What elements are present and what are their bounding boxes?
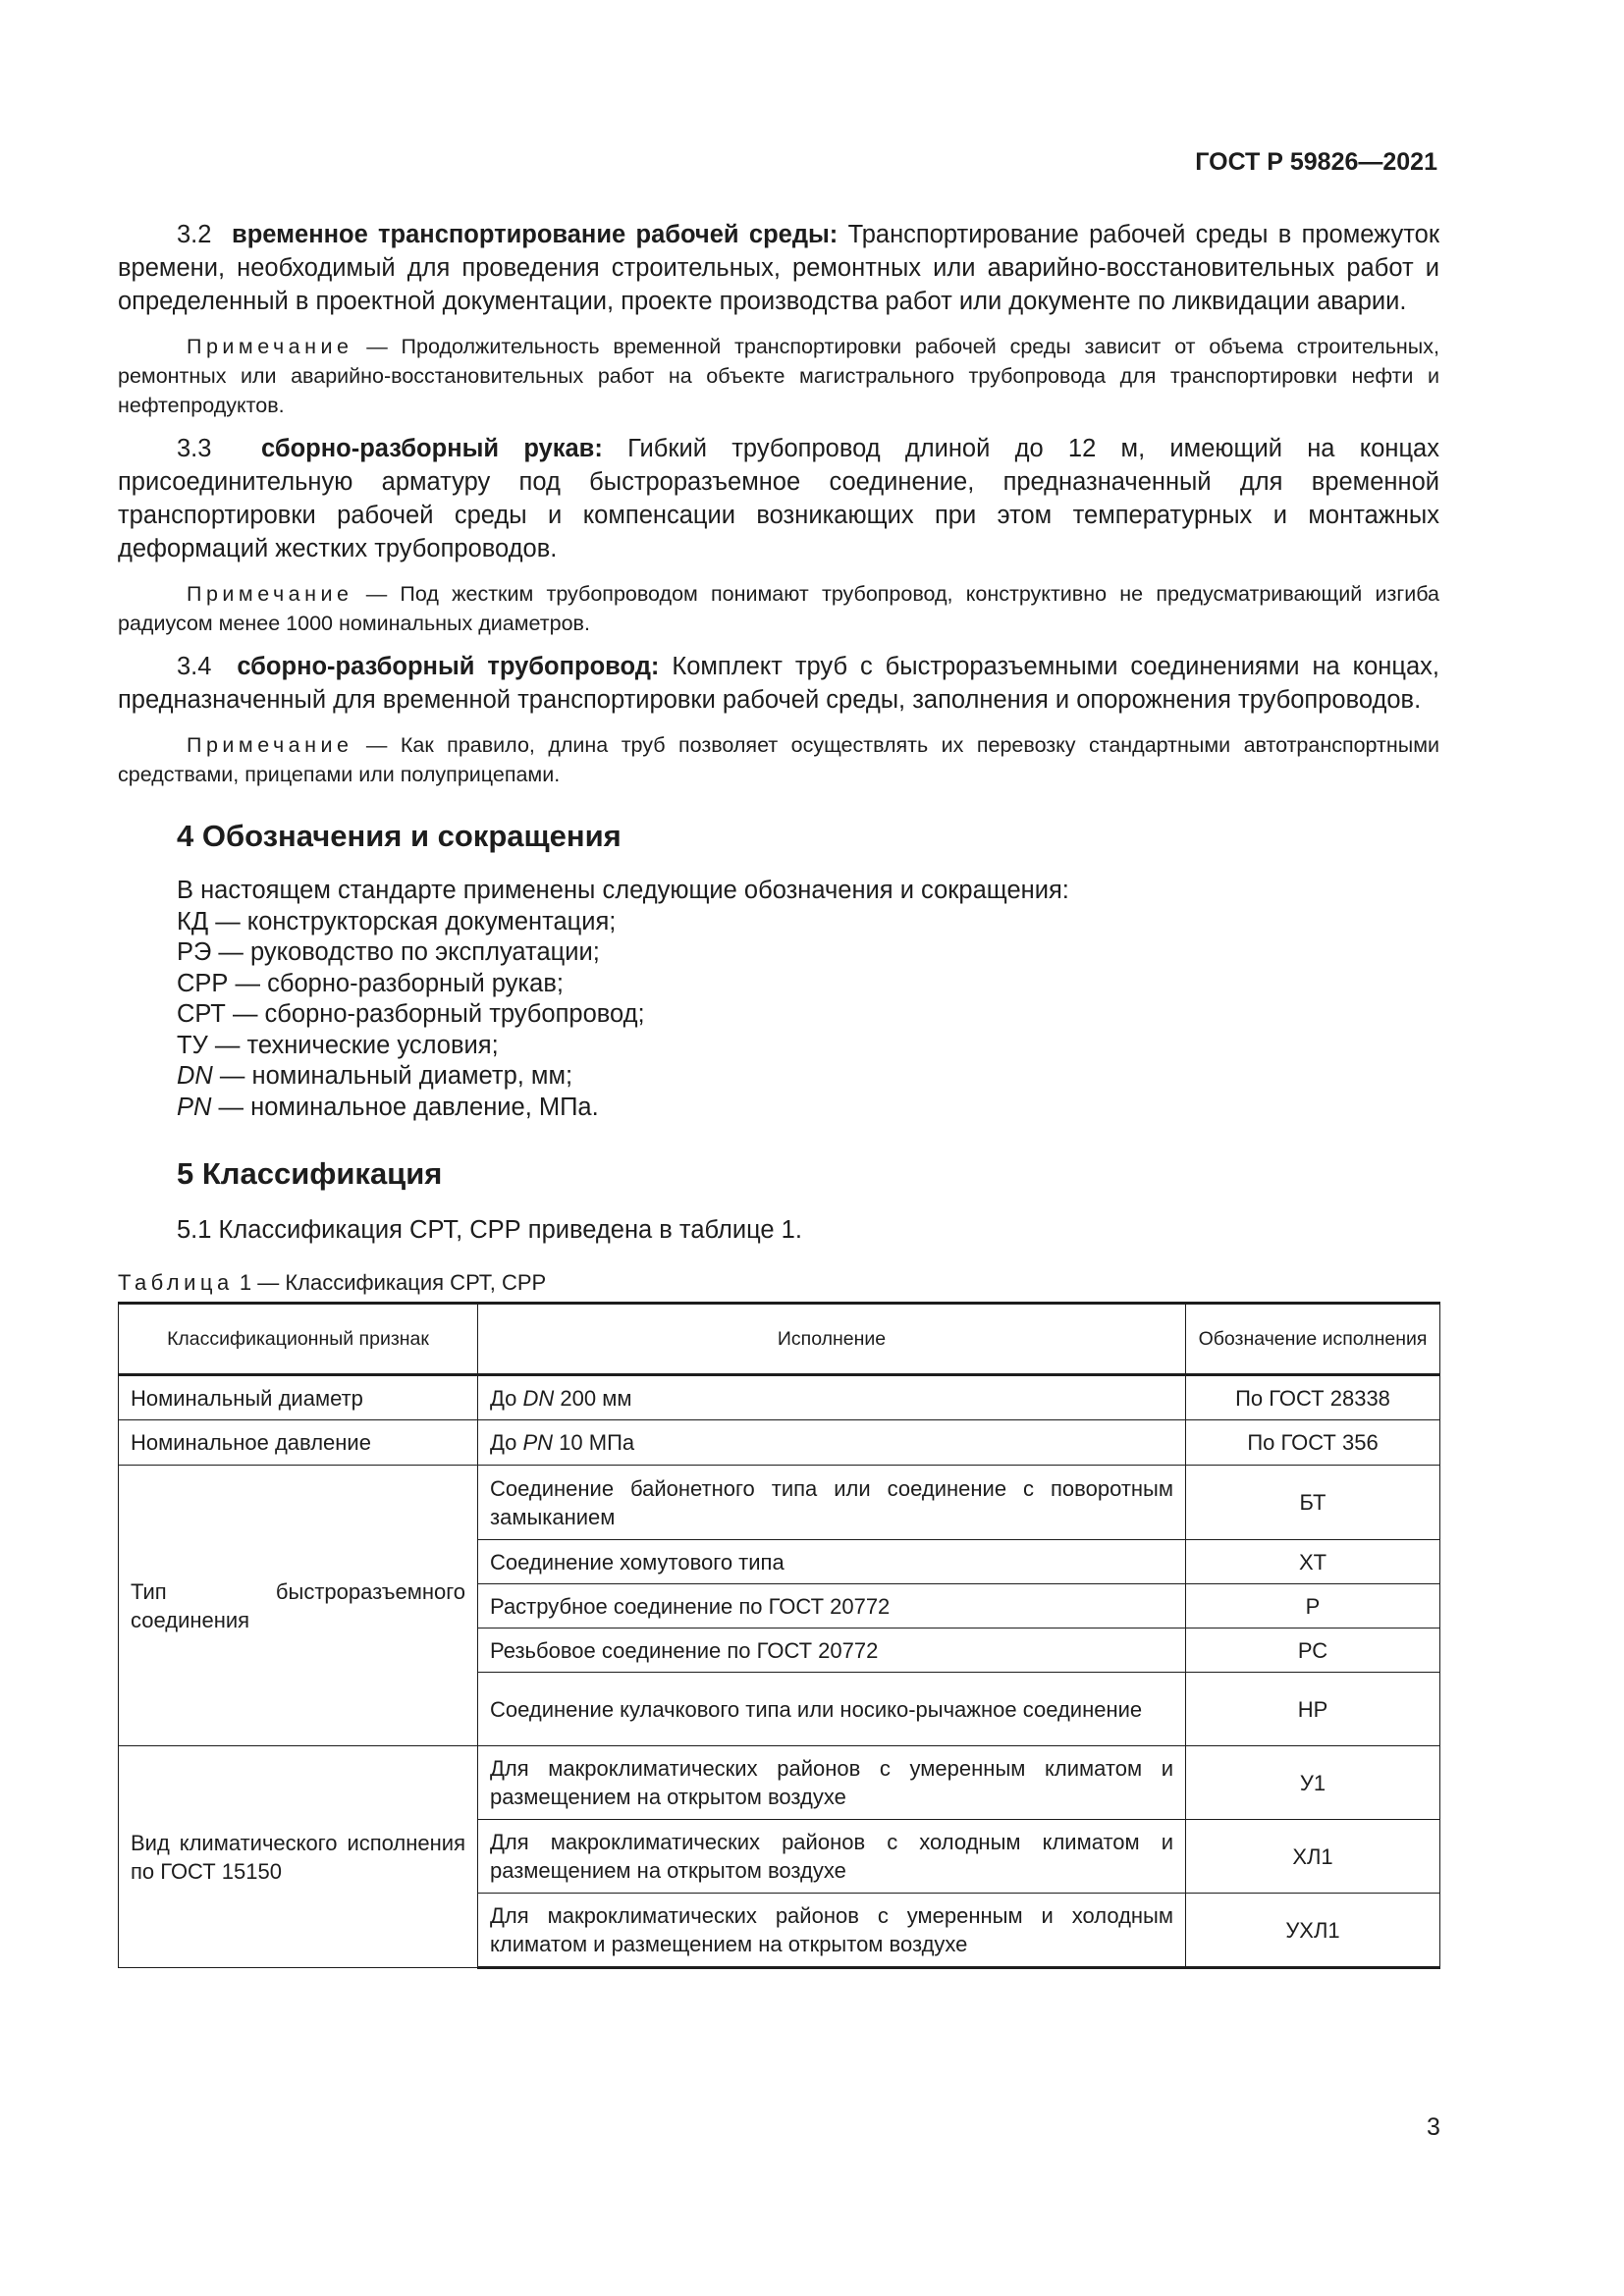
feature-cell: Номинальный диаметр xyxy=(119,1375,478,1420)
feature-cell: Тип быстроразъемного соединения xyxy=(119,1466,478,1746)
execution-cell: Для макроклиматических районов с холодным климатом и размещением на открытом воздухе xyxy=(478,1820,1186,1894)
code-cell: НР xyxy=(1186,1673,1440,1746)
code-cell: ХТ xyxy=(1186,1540,1440,1584)
code-cell: РС xyxy=(1186,1629,1440,1673)
code-cell: У1 xyxy=(1186,1746,1440,1820)
table-caption-text: 1 — Классификация СРТ, СРР xyxy=(239,1270,547,1295)
term-title: временное транспортирование рабочей среды: xyxy=(232,221,839,248)
table-row xyxy=(119,1375,1440,1420)
page-number: 3 xyxy=(1427,2113,1440,2141)
feature-cell: Вид климатического исполнения по ГОСТ 15150 xyxy=(119,1746,478,1968)
note-3-3 xyxy=(118,579,1439,638)
term-number: 3.4 xyxy=(177,653,212,680)
document-number-header: ГОСТ Р 59826—2021 xyxy=(1195,148,1437,176)
table-header-row xyxy=(119,1304,1440,1375)
list-item: СРТ — сборно-разборный трубопровод; xyxy=(177,1000,645,1028)
execution-cell: Соединение байонетного типа или соединение с поворотным замыканием xyxy=(478,1466,1186,1540)
section-4-heading: 4 Обозначения и сокращения xyxy=(177,819,622,853)
classification-table xyxy=(118,1302,1440,1969)
list-item: DN — номинальный диаметр, мм; xyxy=(177,1062,573,1090)
list-item: КД — конструкторская документация; xyxy=(177,907,617,935)
code-cell: БТ xyxy=(1186,1466,1440,1540)
code-cell: По ГОСТ 28338 xyxy=(1186,1375,1440,1420)
page-content xyxy=(118,218,1439,1969)
section-5-heading: 5 Классификация xyxy=(177,1156,443,1191)
execution-cell: Соединение кулачкового типа или носико-рычажное соединение xyxy=(478,1673,1186,1746)
term-number: 3.3 xyxy=(177,435,212,462)
note-text: — Под жестким трубопроводом понимают трубопровод, конструктивно не предусматривающий изгиба радиусом менее 1000 номинальных диаметров. xyxy=(118,582,1439,635)
note-label: Примечание xyxy=(187,733,353,757)
code-cell: По ГОСТ 356 xyxy=(1186,1420,1440,1466)
execution-cell: Раструбное соединение по ГОСТ 20772 xyxy=(478,1584,1186,1629)
execution-cell: Соединение хомутового типа xyxy=(478,1540,1186,1584)
term-title: сборно-разборный трубопровод: xyxy=(237,653,660,680)
execution-cell: Резьбовое соединение по ГОСТ 20772 xyxy=(478,1629,1186,1673)
code-cell: ХЛ1 xyxy=(1186,1820,1440,1894)
list-item: РЭ — руководство по эксплуатации; xyxy=(177,938,600,966)
note-3-4 xyxy=(118,730,1439,789)
abbreviations-intro: В настоящем стандарте применены следующие обозначения и сокращения: xyxy=(177,877,1069,904)
feature-cell: Номинальное давление xyxy=(119,1420,478,1466)
abbreviations-list xyxy=(118,876,1439,1123)
note-text: — Продолжительность временной транспортировки рабочей среды зависит от объема строительных, ремонтных или аварийно-восстановительных работ на объекте магистрального трубопровода для транспортировки нефти и нефтепродуктов. xyxy=(118,335,1439,417)
list-item: ТУ — технические условия; xyxy=(177,1031,499,1059)
note-3-2 xyxy=(118,332,1439,420)
table-row xyxy=(119,1746,1440,1820)
execution-cell: До PN 10 МПа xyxy=(478,1420,1186,1466)
note-text: — Как правило, длина труб позволяет осуществлять их перевозку стандартными автотранспортными средствами, прицепами или полуприцепами. xyxy=(118,733,1439,786)
term-3-2 xyxy=(118,218,1439,318)
note-label: Примечание xyxy=(187,335,353,358)
table-row xyxy=(119,1420,1440,1466)
column-header: Обозначение исполнения xyxy=(1186,1304,1440,1375)
list-item: СРР — сборно-разборный рукав; xyxy=(177,969,564,997)
execution-cell: Для макроклиматических районов с умеренным и холодным климатом и размещением на открытом воздухе xyxy=(478,1894,1186,1968)
term-3-4 xyxy=(118,650,1439,717)
term-title: сборно-разборный рукав: xyxy=(260,435,603,462)
note-label: Примечание xyxy=(187,582,353,606)
term-definition: Комплект труб с быстроразъемными соединениями на концах, предназначенный для временной транспортировки рабочей среды, заполнения и опорожнения трубопроводов. xyxy=(118,653,1439,714)
table-caption-label: Таблица xyxy=(118,1270,234,1295)
execution-cell: До DN 200 мм xyxy=(478,1375,1186,1420)
execution-cell: Для макроклиматических районов с умеренным климатом и размещением на открытом воздухе xyxy=(478,1746,1186,1820)
term-number: 3.2 xyxy=(177,221,212,248)
term-3-3 xyxy=(118,432,1439,565)
column-header: Исполнение xyxy=(478,1304,1186,1375)
column-header: Классификационный признак xyxy=(119,1304,478,1375)
term-definition: Транспортирование рабочей среды в промежуток времени, необходимый для проведения строительных, ремонтных или аварийно-восстановительных работ и определенный в проектной документации, проекте производства работ или документе по ликвидации аварии. xyxy=(118,221,1439,315)
list-item: PN — номинальное давление, МПа. xyxy=(177,1093,599,1121)
paragraph-5-1: 5.1 Классификация СРТ, СРР приведена в таблице 1. xyxy=(177,1216,802,1244)
code-cell: Р xyxy=(1186,1584,1440,1629)
code-cell: УХЛ1 xyxy=(1186,1894,1440,1968)
term-definition: Гибкий трубопровод длиной до 12 м, имеющий на концах присоединительную арматуру под быстроразъемное соединение, предназначенный для временной транспортировки рабочей среды и компенсации возникающих при этом температурных и монтажных деформаций жестких трубопроводов. xyxy=(118,435,1439,562)
table-caption xyxy=(118,1268,1439,1298)
table-row xyxy=(119,1466,1440,1540)
